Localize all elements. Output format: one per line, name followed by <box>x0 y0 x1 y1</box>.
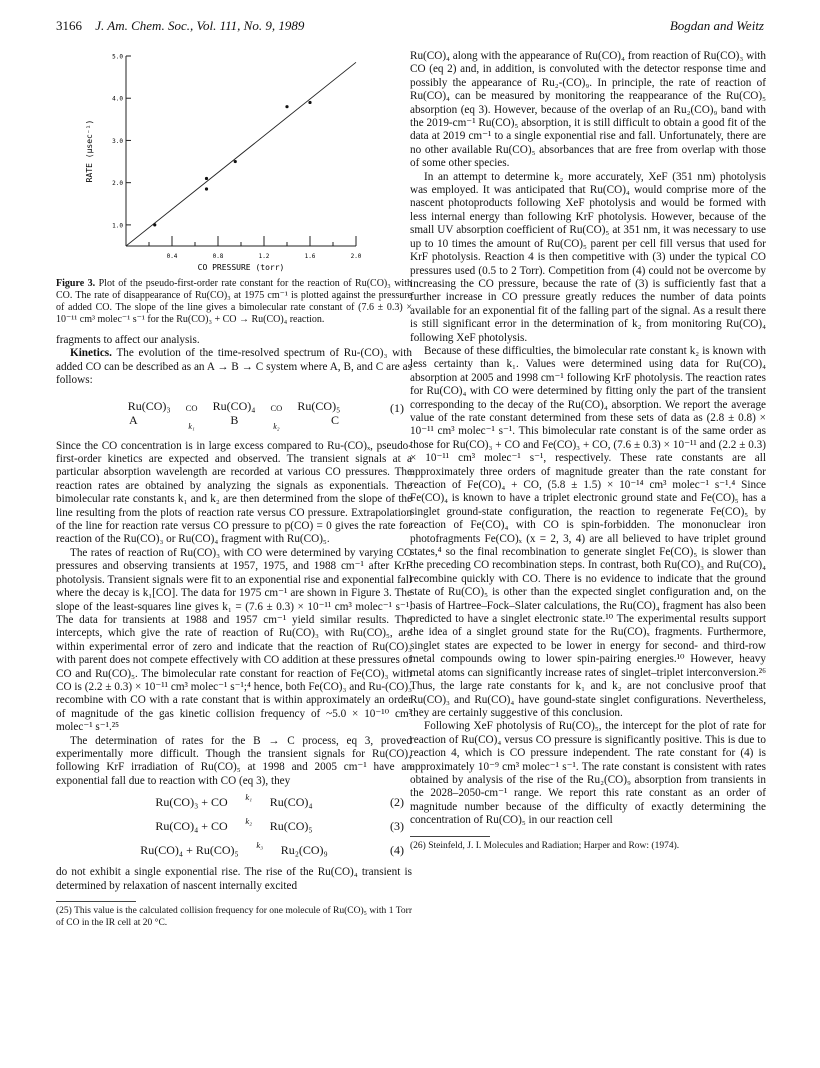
eq4-number: (4) <box>390 843 404 858</box>
eq1-k2: k₂ <box>273 421 280 431</box>
eq2-k: k₁ <box>245 792 253 803</box>
x-tick-label: 1.2 <box>258 253 270 260</box>
footnote-26: (26) Steinfeld, J. I. Molecules and Radiation; Harper and Row: (1974). <box>410 840 680 851</box>
y-tick-label: 5.0 <box>112 53 123 61</box>
paragraph-kinetics <box>56 347 412 387</box>
section-heading: Kinetics. <box>70 347 112 360</box>
data-point <box>205 187 208 190</box>
x-axis-label: CO PRESSURE (torr) <box>197 263 285 272</box>
eq4-rhs: Ru₂(CO)₉ <box>280 843 328 858</box>
eq1-label-c: C <box>330 412 339 427</box>
eq1-label-b: B <box>230 412 239 427</box>
eq1-number: (1) <box>390 400 404 415</box>
y-tick-label: 2.0 <box>112 180 123 188</box>
data-point <box>285 105 288 108</box>
eq4-k: k₃ <box>256 840 264 851</box>
journal-citation: J. Am. Chem. Soc., Vol. 111, No. 9, 1989 <box>95 18 305 33</box>
paragraph: do not exhibit a single exponential rise. The rise of the Ru(CO)₄ transient is determined by relaxation of nascent internally excited <box>56 866 412 892</box>
data-point <box>308 101 311 104</box>
paragraph: The determination of rates for the B → C process, eq 3, proved experimentally more difficult. Though the transient signals for Ru(CO)₄ following KrF irradiation of Ru(CO)₅ at 1998 and 2005 cm⁻¹ have an exponential fall due to reaction with CO (eq 3), they <box>56 734 412 787</box>
eq1-product: Ru(CO)₅ <box>297 399 341 414</box>
data-point <box>234 160 237 163</box>
paragraph: In an attempt to determine k₂ more accurately, XeF (351 nm) photolysis was employed. It was anticipated that Ru(CO)₄ would comprise more of the nascent photoproducts following XeF photolysis and would be formed with less internal energy than following KrF photolysis. However, because of the small UV absorption coefficient of Ru(CO)₅ at 351 nm, it was necessary to use up to 10 times the amount of Ru(CO)₅ parent per cell fill versus that used for KrF photolysis. Reaction 4 is then competitive with (3) under the typical CO pressures used (0.5 to 2 Torr). Competition from (4) could not be overcome by increasing the CO pressure, because the rate of (3) is sufficiently fast that a further increase in CO pressure greatly reduces the number of data points available for an exponential fit of the falling part of the signal. As a result there is still significant error in the determination of k₂ from monitoring Ru(CO)₄ following XeF photolysis. <box>410 170 766 344</box>
paragraph: Following XeF photolysis of Ru(CO)₅, the intercept for the plot of rate for reaction of Ru(CO)₄ versus CO pressure is significantly positive. This is due to reaction 4, which is CO pressure independent. The rate constant for (4) is approximately 10⁻⁹ cm³ molec⁻¹ s⁻¹. The rate constant is consistent with rates obtained by analysis of the rise of the Ru₂(CO)₉ absorption from transients in the 2028–2050-cm⁻¹ range. We report this rate constant as an order of magnitude number because of the difficulty of exactly determining the concentration of Ru(CO)₅ in our reaction cell <box>410 720 766 827</box>
figure-caption <box>56 278 412 326</box>
fit-line <box>126 62 356 246</box>
eq3-rhs: Ru(CO)₅ <box>269 819 313 834</box>
data-point <box>153 223 156 226</box>
paragraph: Since the CO concentration is in large excess compared to Ru-(CO)ₓ, pseudo-first-order kinetics are expected and observed. The transient signals at a particular absorption wavelength are recorded at various CO pressures. The reaction rates are obtained by analyzing the signals as exponentials. The bimolecular rate constants k₁ and k₂ are then determined from the slope of the line resulting from the plots of reaction rate versus CO pressure. Extrapolation of the line for reaction rate versus CO pressure to p(CO) = 0 gives the rate for reaction of the Ru(CO)₃ or Ru(CO)₄ fragment with Ru(CO)₅. <box>56 439 412 546</box>
x-tick-label: 0.8 <box>212 253 224 260</box>
equation-3 <box>56 818 412 836</box>
header-authors: Bogdan and Weitz <box>669 18 764 33</box>
page-header <box>56 18 764 36</box>
y-tick-label: 4.0 <box>112 95 123 103</box>
paragraph: The rates of reaction of Ru(CO)₃ with CO were determined by varying CO pressures and observing transients at 1957, 1975, and 1988 cm⁻¹ after KrF photolysis. Transient signals were fit to an exponential rise and exponential fall where the decay is k₁[CO]. The data for 1975 cm⁻¹ are shown in Figure 3. The slope of the least-squares line gives k₁ = (7.6 ± 0.3) × 10⁻¹¹ cm³ molec⁻¹ s⁻¹. The data for transients at 1988 and 1957 cm⁻¹ yield similar results. The intercepts, which give the rate of reaction of Ru(CO)₃ with Ru(CO)₅, are within experimental error of zero and indicate that the reaction of Ru(CO)₃ with parent does not compete effectively with CO addition at these pressures of CO and Ru(CO)₅. The bimolecular rate constant for reaction of Fe(CO)₃ with CO is (2.2 ± 0.3) × 10⁻¹¹ cm³ molec⁻¹ s⁻¹;⁴ hence, both Fe(CO)₃ and Ru-(CO)₃ recombine with CO with a rate constant that is within approximately an order of magnitude of the gas kinetic collision frequency of ~5.0 × 10⁻¹⁰ cm³ molec⁻¹ s⁻¹.²⁵ <box>56 546 412 734</box>
paragraph: fragments to affect our analysis. <box>56 334 200 346</box>
figure-caption-label: Figure 3. <box>56 278 96 289</box>
eq2-rhs: Ru(CO)₄ <box>269 795 313 810</box>
data-point <box>205 177 208 180</box>
equation-2 <box>56 794 412 812</box>
eq3-k: k₂ <box>245 816 253 827</box>
paragraph: Ru(CO)₄ along with the appearance of Ru(CO)₄ from reaction of Ru(CO)₃ with CO (eq 2) and, in addition, is convoluted with the detector response time and possibly the appearance of Ru₂-(CO)₉. In principle, the rate of reaction of Ru(CO)₄ can be measured by monitoring the reappearance of the Ru(CO)₅ absorption (eq 3). However, because of the overlap of an Ru₂(CO)₉ band with the 2019-cm⁻¹ Ru(CO)₅ absorption, it is still difficult to obtain a good fit of the data at 2019 cm⁻¹ to a single exponential rise and fall. Unfortunately, there are no other available Ru(CO)₅ absorbances that are free from overlap with those of some other species. <box>410 50 766 170</box>
page-number: 3166 <box>56 18 82 33</box>
eq2-lhs: Ru(CO)₃ + CO <box>155 795 228 810</box>
header-left <box>56 18 304 34</box>
equation-1 <box>56 394 412 434</box>
rate-vs-pressure-chart <box>56 50 412 272</box>
eq1-intermediate: Ru(CO)₄ <box>212 399 256 414</box>
x-tick-label: 2.0 <box>350 253 362 260</box>
footnote-divider <box>56 901 136 902</box>
eq1-reactant: Ru(CO)₃ <box>127 399 171 414</box>
y-axis-label: RATE (μsec⁻¹) <box>85 119 94 183</box>
y-tick-label: 3.0 <box>112 137 123 145</box>
eq1-above-1: CO <box>185 402 198 413</box>
paragraph-text: The evolution of the time-resolved spectrum of Ru-(CO)₃ with added CO can be described as an A → B → C system where A, B, and C are as follows: <box>56 347 412 387</box>
right-column <box>410 50 766 852</box>
footnote-divider <box>410 836 490 837</box>
eq1-label-a: A <box>129 412 138 427</box>
x-tick-label: 1.6 <box>304 253 316 260</box>
paragraph: Because of these difficulties, the bimolecular rate constant k₂ is known with less certainty than k₁. Values were determined using data for Ru(CO)₄ absorption at 2005 and 1998 cm⁻¹ following KrF photolysis. The reaction rates for Ru(CO)₄ with CO were determined by fitting only the part of the transient corresponding to the decay of the Ru(CO)₄ absorption. We report the average value of the rate constant determined from these sets of data as (2.8 ± 0.8) × 10⁻¹¹ cm³ molec⁻¹ s⁻¹. This bimolecular rate constant is of the same order as those for Ru(CO)₃ + CO and Fe(CO)₃ + CO, (7.6 ± 0.3) × 10⁻¹¹ and (2.2 ± 0.3) × 10⁻¹¹ cm³ molec⁻¹ s⁻¹, respectively. These rate constants are all approximately three orders of magnitude greater than the rate constant for reaction of Fe(CO)₄ + CO, (5.8 ± 1.5) × 10⁻¹⁴ cm³ molec⁻¹ s⁻¹.⁴ Since Fe(CO)₄ is known to have a triplet electronic ground state and Fe(CO)₅ has a singlet ground-state configuration, the reaction to regenerate Fe(CO)₅ by reaction of Fe(CO)₄ with CO is spin-forbidden. The mononuclear iron photofragments Fe(CO)ₓ (x = 2, 3, 4) are all believed to have triplet ground states,⁴ so the final recombination to generate singlet Fe(CO)₅ is slower than the preceding CO recombination steps. In contrast, both Ru(CO)₃ and Ru(CO)₄ recombine quickly with CO. There is no evidence to indicate that the ground state of Ru(CO)₅ is other than the expected singlet configuration and, on the basis of Hartree–Fock–Slater calculations, the Ru(CO)₄ fragment has also been predicted to have a singlet electronic state.¹⁰ The experimental results support the idea of a singlet ground state for the Ru(CO)ₓ fragments. Furthermore, singlet states are expected to be lower in energy for second- and third-row metal compounds owing to lower spin-pairing energies.¹⁰ However, heavy metal atoms can significantly increase rates of singlet–triplet interconversion.²⁶ Thus, the large rate constants for k₁ and k₂ are not conclusive proof that Ru(CO)₃ and Ru(CO)₄ have gound-state singlet configurations. Nevertheless, they are certainly suggestive of this conclusion. <box>410 344 766 719</box>
figure-caption-text: Plot of the pseudo-first-order rate constant for the reaction of Ru(CO)₃ with CO. The rate of disappearance of Ru(CO)₃ at 1975 cm⁻¹ is plotted against the pressure of added CO. The slope of the line gives a bimolecular rate constant of (7.6 ± 0.3) × 10⁻¹¹ cm³ molec⁻¹ s⁻¹ for the Ru(CO)₃ + CO → Ru(CO)₄ reaction. <box>56 278 412 325</box>
eq1-k1: k₁ <box>188 421 195 431</box>
eq1-above-2: CO <box>270 402 283 413</box>
y-tick-label: 1.0 <box>112 222 123 230</box>
figure-3 <box>56 50 412 272</box>
eq3-lhs: Ru(CO)₄ + CO <box>155 819 228 834</box>
footnote-25: (25) This value is the calculated collision frequency for one molecule of Ru(CO)₅ with 1 Torr of CO in the IR cell at 20 °C. <box>56 906 412 928</box>
eq4-lhs: Ru(CO)₄ + Ru(CO)₅ <box>140 843 239 858</box>
eq2-number: (2) <box>390 795 404 810</box>
x-tick-label: 0.4 <box>166 253 178 260</box>
left-column <box>56 50 412 929</box>
eq3-number: (3) <box>390 819 404 834</box>
equation-4 <box>56 842 412 860</box>
